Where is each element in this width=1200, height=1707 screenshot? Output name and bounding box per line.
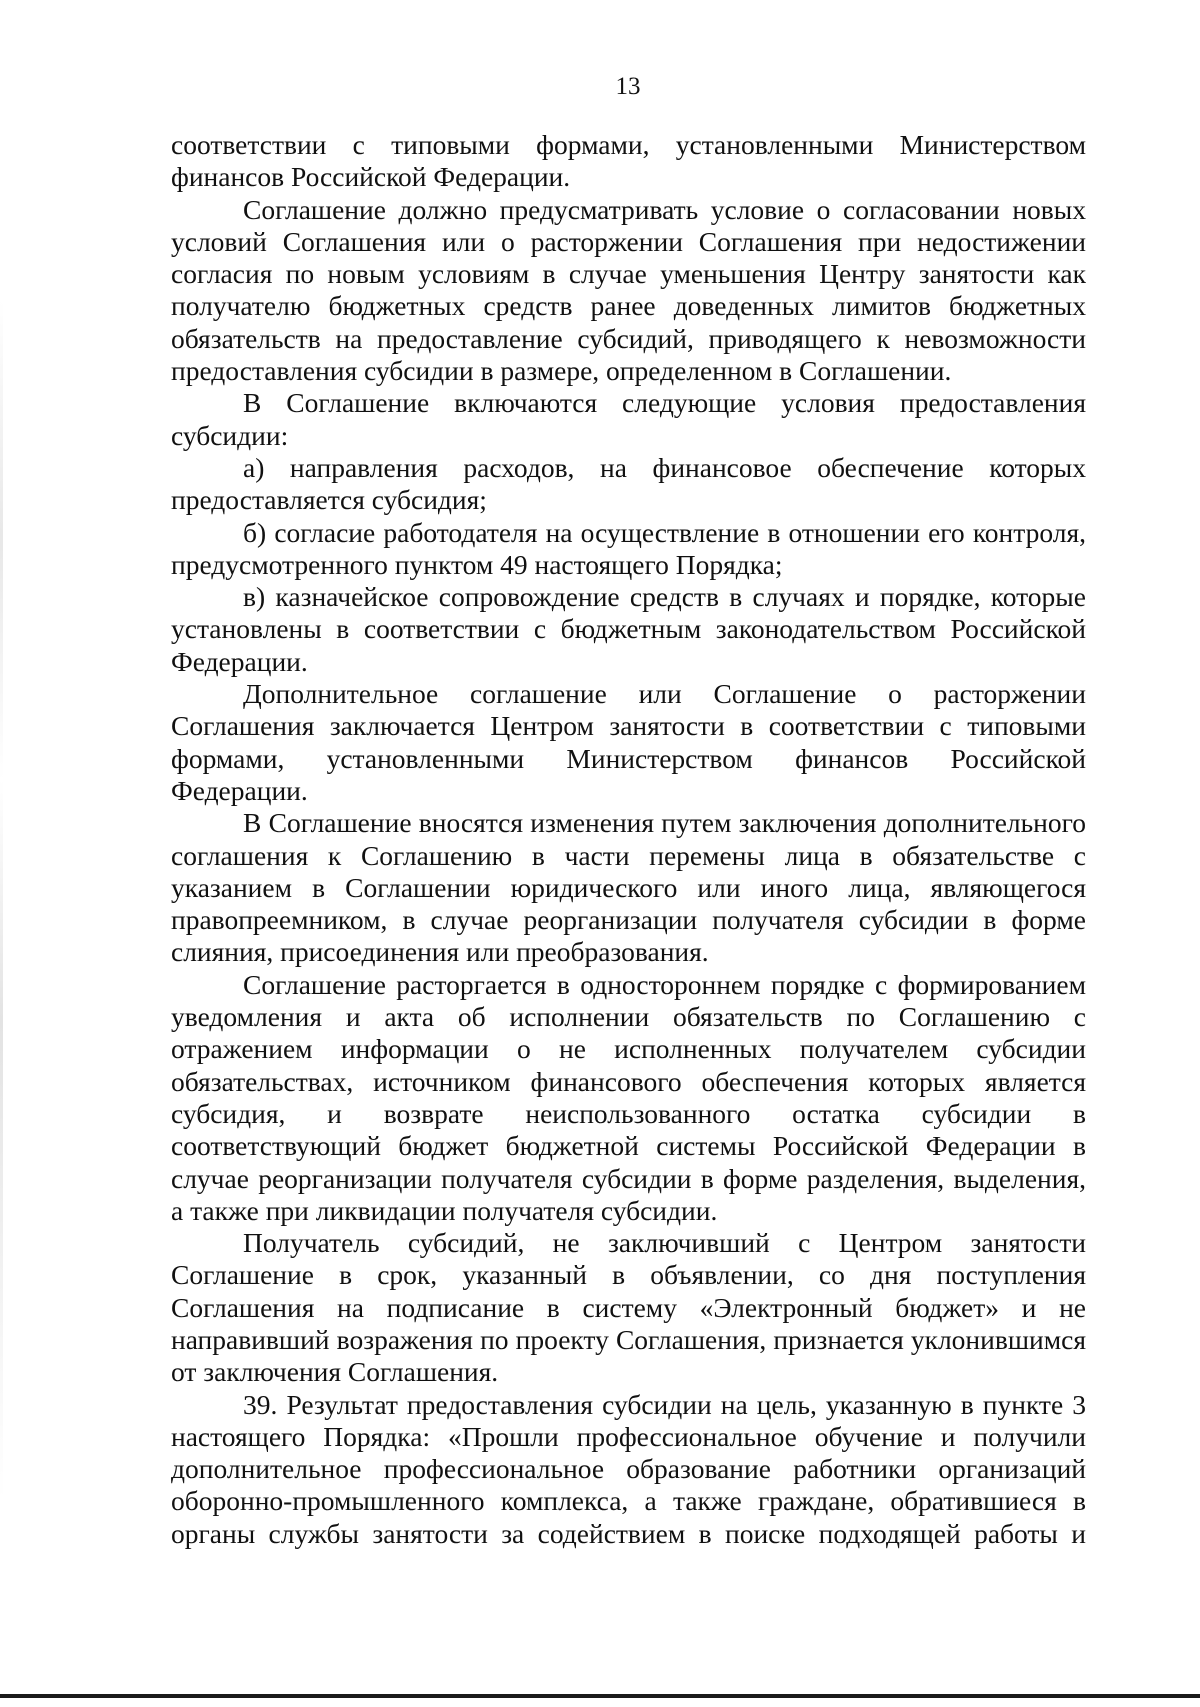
paragraph: 39. Результат предоставления субсидии на цель, указанную в пункте 3 настоящего Порядка: «Прошли профессиональное обучение и получили дополнительное профессиональное образование работники организаций оборонно-промышленного комплекса, а также граждане, обратившиеся в органы службы занятости за содействием в поиске подходящей работы и — [171, 1388, 1086, 1549]
paragraph: В Соглашение вносятся изменения путем заключения дополнительного соглашения к Соглашению в части перемены лица в обязательстве с указанием в Соглашении юридического или иного лица, являющегося правопреемником, в случае реорганизации получателя субсидии в форме слияния, присоединения или преобразования. — [171, 807, 1086, 968]
paragraph: Получатель субсидий, не заключивший с Центром занятости Соглашение в срок, указанный в объявлении, со дня поступления Соглашения на подписание в систему «Электронный бюджет» и не направивший возражения по проекту Соглашения, признается уклонившимся от заключения Соглашения. — [171, 1227, 1086, 1388]
paragraph: а) направления расходов, на финансовое обеспечение которых предоставляется субсидия; — [171, 451, 1086, 516]
paragraph: Дополнительное соглашение или Соглашение о расторжении Соглашения заключается Центром занятости в соответствии с типовыми формами, установленными Министерством финансов Российской Федерации. — [171, 678, 1086, 806]
scan-edge-shadow — [0, 300, 3, 1500]
page-number: 13 — [615, 73, 641, 100]
paragraph: в) казначейское сопровождение средств в случаях и порядке, которые установлены в соответствии с бюджетным законодательством Российской Федерации. — [171, 581, 1086, 677]
bottom-edge-line — [0, 1694, 1200, 1698]
paragraph: Соглашение должно предусматривать условие о согласовании новых условий Соглашения или о расторжении Соглашения при недостижении согласия по новым условиям в случае уменьшения Центру занятости как получателю бюджетных средств ранее доведенных лимитов бюджетных обязательств на предоставление субсидий, приводящего к невозможности предоставления субсидии в размере, определенном в Соглашении. — [171, 193, 1086, 387]
document-body — [171, 129, 1086, 1550]
paragraph: б) согласие работодателя на осуществление в отношении его контроля, предусмотренного пунктом 49 настоящего Порядка; — [171, 516, 1086, 580]
paragraph: В Соглашение включаются следующие условия предоставления субсидии: — [171, 387, 1086, 451]
paragraph: соответствии с типовыми формами, установленными Министерством финансов Российской Федерации. — [171, 129, 1086, 193]
paragraph: Соглашение расторгается в одностороннем порядке с формированием уведомления и акта об исполнении обязательств по Соглашению с отражением информации о не исполненных получателем субсидии обязательствах, источником финансового обеспечения которых является субсидия, и возврате неиспользованного остатка субсидии в соответствующий бюджет бюджетной системы Российской Федерации в случае реорганизации получателя субсидии в форме разделения, выделения, а также при ликвидации получателя субсидии. — [171, 968, 1086, 1226]
